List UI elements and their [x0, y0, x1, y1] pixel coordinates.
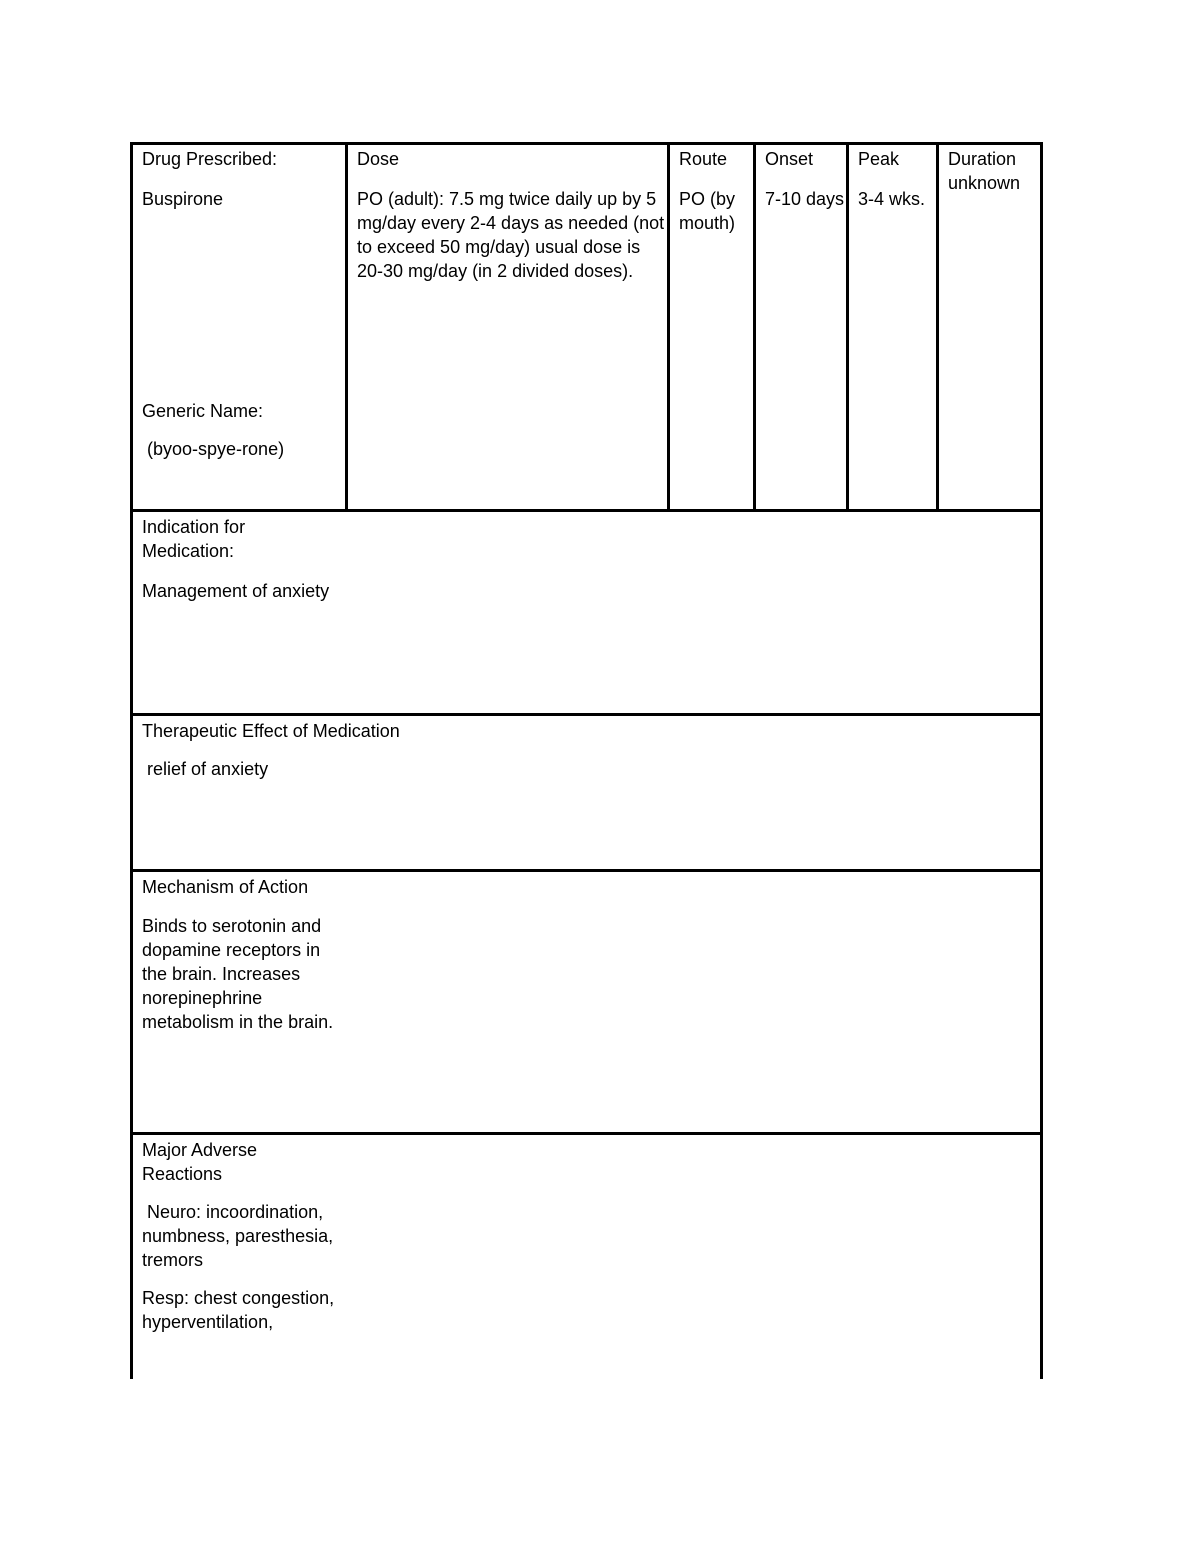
onset-value: 7-10 days [765, 189, 845, 209]
drug-card-table [130, 142, 1043, 1379]
adverse-reactions-section [133, 1135, 1040, 1382]
peak-cell [846, 145, 936, 509]
mechanism-value: Binds to serotonin and dopamine receptors in the brain. Increases norepinephrine metabolism in the brain. [142, 916, 334, 1032]
therapeutic-effect-label: Therapeutic Effect of Medication [142, 721, 400, 741]
dose-cell [345, 145, 670, 509]
onset-label: Onset [765, 149, 814, 169]
adverse-reactions-label: Major Adverse Reactions [142, 1140, 263, 1184]
duration-cell [936, 145, 1040, 509]
peak-label: Peak [858, 149, 900, 169]
dose-value: PO (adult): 7.5 mg twice daily up by 5 mg/day every 2-4 days as needed (not to exceed 50 mg/day) usual dose is 20-30 mg/day (in 2 divided doses). [357, 189, 670, 281]
drug-summary-row [133, 145, 1040, 512]
mechanism-section [133, 872, 1040, 1135]
route-value: PO (by mouth) [679, 189, 741, 233]
indication-value: Management of anxiety [142, 581, 330, 601]
indication-label: Indication for Medication: [142, 517, 251, 561]
mechanism-label: Mechanism of Action [142, 877, 309, 897]
generic-name-value: (byoo-spye-rone) [142, 439, 285, 459]
adverse-neuro-text: Neuro: incoordination, numbness, paresthesia, tremors [142, 1202, 339, 1270]
duration-label: Duration unknown [948, 149, 1022, 193]
drug-prescribed-cell [133, 145, 345, 509]
drug-prescribed-label: Drug Prescribed: [142, 149, 278, 169]
drug-prescribed-value: Buspirone [142, 189, 224, 209]
dose-label: Dose [357, 149, 400, 169]
peak-value: 3-4 wks. [858, 189, 926, 209]
therapeutic-effect-section [133, 716, 1040, 872]
onset-cell [753, 145, 846, 509]
indication-section [133, 512, 1040, 716]
route-label: Route [679, 149, 728, 169]
adverse-resp-text: Resp: chest congestion, hyperventilation, [142, 1288, 340, 1332]
generic-name-label: Generic Name: [142, 401, 264, 421]
route-cell [667, 145, 753, 509]
therapeutic-effect-value: relief of anxiety [142, 759, 269, 779]
